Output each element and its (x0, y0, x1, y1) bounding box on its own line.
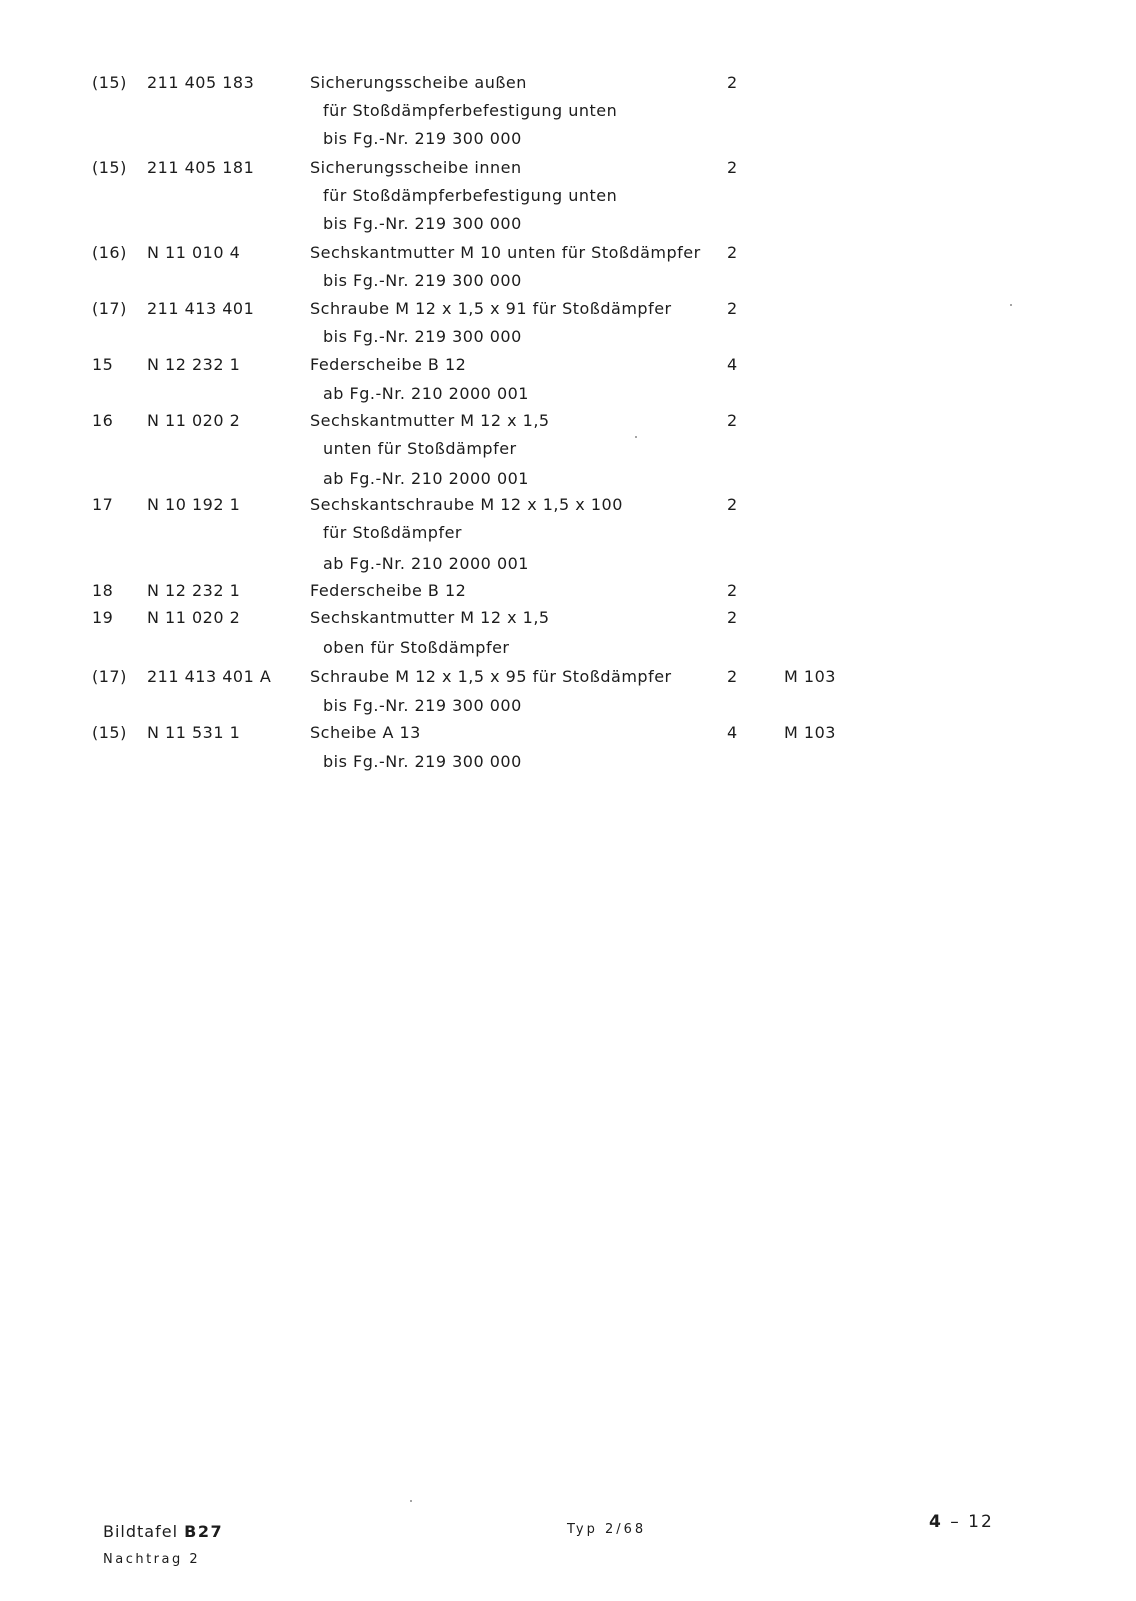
description-line: bis Fg.-Nr. 219 300 000 (323, 327, 522, 346)
part-number: N 12 232 1 (147, 581, 241, 600)
part-number: 211 413 401 A (147, 667, 272, 686)
part-number: N 11 010 4 (147, 243, 241, 262)
position-number: (15) (92, 73, 127, 92)
part-number: N 10 192 1 (147, 495, 241, 514)
scan-speck (635, 436, 637, 438)
position-number: (17) (92, 299, 127, 318)
description-line: ab Fg.-Nr. 210 2000 001 (323, 469, 529, 488)
bildtafel-text: Bildtafel (103, 1522, 179, 1541)
quantity: 2 (727, 411, 738, 430)
part-number: 211 405 183 (147, 73, 255, 92)
position-number: 17 (92, 495, 114, 514)
quantity: 2 (727, 299, 738, 318)
part-number: N 11 020 2 (147, 608, 241, 627)
page-number (929, 1512, 994, 1532)
nachtrag-label: Nachtrag 2 (103, 1552, 201, 1567)
description-line: für Stoßdämpferbefestigung unten (323, 186, 618, 205)
quantity: 4 (727, 723, 738, 742)
bildtafel-label (103, 1522, 223, 1541)
position-number: (16) (92, 243, 127, 262)
description-line: bis Fg.-Nr. 219 300 000 (323, 129, 522, 148)
description-line: bis Fg.-Nr. 219 300 000 (323, 752, 522, 771)
description-line: ab Fg.-Nr. 210 2000 001 (323, 554, 529, 573)
quantity: 2 (727, 243, 738, 262)
quantity: 2 (727, 581, 738, 600)
part-number: 211 413 401 (147, 299, 255, 318)
quantity: 2 (727, 158, 738, 177)
description-line: unten für Stoßdämpfer (323, 439, 517, 458)
description-line: für Stoßdämpferbefestigung unten (323, 101, 618, 120)
part-description: Federscheibe B 12 (310, 581, 467, 600)
part-description: Federscheibe B 12 (310, 355, 467, 374)
part-number: N 11 531 1 (147, 723, 241, 742)
bildtafel-code: B27 (184, 1522, 224, 1541)
part-description: Sicherungsscheibe innen (310, 158, 522, 177)
position-number: (15) (92, 158, 127, 177)
typ-label: Typ 2/68 (567, 1522, 647, 1537)
part-number: N 11 020 2 (147, 411, 241, 430)
part-description: Sechskantmutter M 12 x 1,5 (310, 411, 550, 430)
part-description: Sicherungsscheibe außen (310, 73, 527, 92)
model-note: M 103 (784, 723, 836, 742)
quantity: 4 (727, 355, 738, 374)
position-number: 15 (92, 355, 114, 374)
part-description: Sechskantmutter M 12 x 1,5 (310, 608, 550, 627)
part-number: 211 405 181 (147, 158, 255, 177)
part-number: N 12 232 1 (147, 355, 241, 374)
description-line: bis Fg.-Nr. 219 300 000 (323, 271, 522, 290)
position-number: 18 (92, 581, 114, 600)
scan-speck (410, 1500, 412, 1502)
model-note: M 103 (784, 667, 836, 686)
position-number: 16 (92, 411, 114, 430)
description-line: ab Fg.-Nr. 210 2000 001 (323, 384, 529, 403)
scan-speck (1010, 304, 1012, 306)
quantity: 2 (727, 667, 738, 686)
part-description: Schraube M 12 x 1,5 x 91 für Stoßdämpfer (310, 299, 672, 318)
part-description: Scheibe A 13 (310, 723, 421, 742)
position-number: 19 (92, 608, 114, 627)
description-line: für Stoßdämpfer (323, 523, 462, 542)
quantity: 2 (727, 495, 738, 514)
description-line: bis Fg.-Nr. 219 300 000 (323, 214, 522, 233)
description-line: oben für Stoßdämpfer (323, 638, 510, 657)
position-number: (15) (92, 723, 127, 742)
quantity: 2 (727, 73, 738, 92)
position-number: (17) (92, 667, 127, 686)
part-description: Schraube M 12 x 1,5 x 95 für Stoßdämpfer (310, 667, 672, 686)
page-section: 4 (929, 1512, 943, 1532)
page-index: – 12 (950, 1512, 994, 1532)
description-line: bis Fg.-Nr. 219 300 000 (323, 696, 522, 715)
part-description: Sechskantmutter M 10 unten für Stoßdämpfer (310, 243, 701, 262)
quantity: 2 (727, 608, 738, 627)
part-description: Sechskantschraube M 12 x 1,5 x 100 (310, 495, 623, 514)
parts-list (0, 0, 1136, 800)
